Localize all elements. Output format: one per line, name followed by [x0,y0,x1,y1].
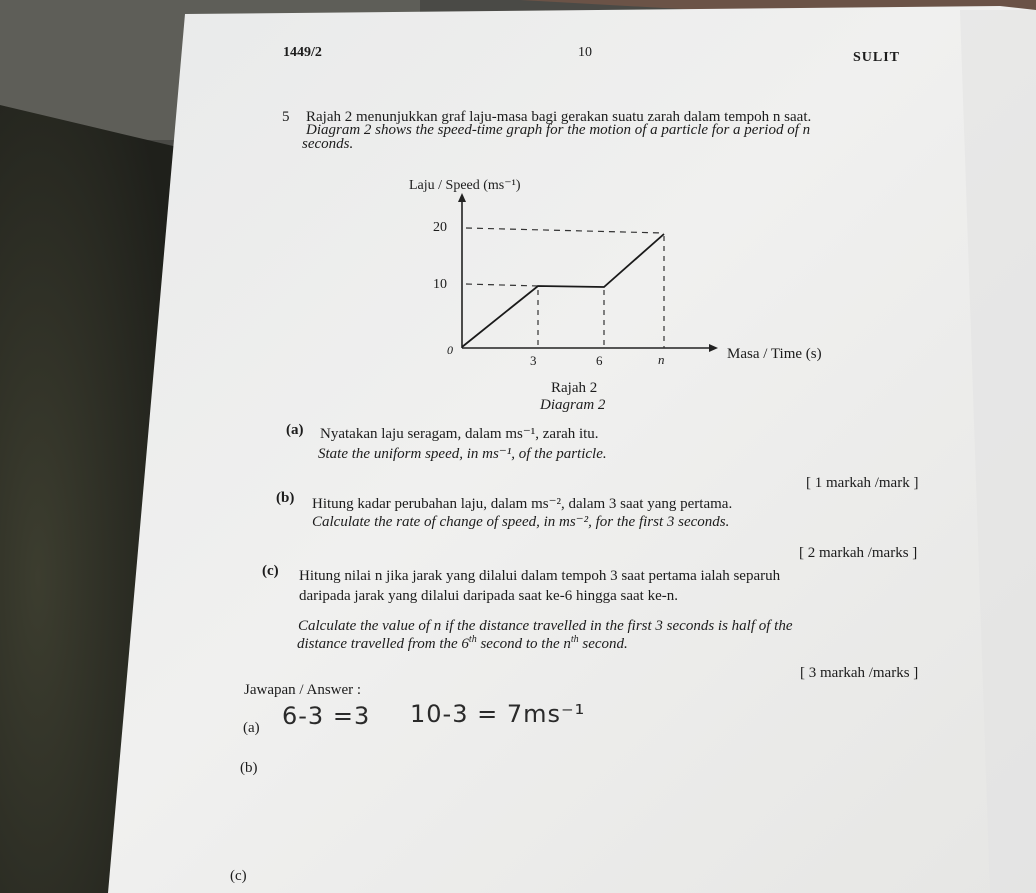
question-intro-en-cont: seconds. [302,136,354,152]
x-tick-n: n [658,352,665,367]
answer-b-label: (b) [240,760,258,776]
answer-c-label: (c) [230,868,247,884]
x-tick-3: 3 [530,353,537,368]
part-b-marks: [ 2 markah /marks ] [799,545,918,561]
part-b-label: (b) [276,490,295,506]
page-number: 10 [578,45,592,60]
diagram-caption-en: Diagram 2 [540,397,606,413]
x-tick-6: 6 [596,353,603,368]
part-a-text-ms: Nyatakan laju seragam, dalam ms⁻¹, zarah itu. [320,426,599,442]
part-c-text-en-1: Calculate the value of n if the distance travelled in the first 3 seconds is half of the [298,618,793,634]
part-b-text-ms: Hitung kadar perubahan laju, dalam ms⁻², dalam 3 saat yang pertama. [312,496,733,512]
origin-label: 0 [447,343,453,357]
answer-a-label: (a) [243,720,260,736]
part-c-marks: [ 3 markah /marks ] [800,665,919,681]
y-tick-20: 20 [433,220,447,235]
part-a-label: (a) [286,422,304,438]
y-axis-label: Laju / Speed (ms⁻¹) [409,178,521,193]
x-axis-label: Masa / Time (s) [727,346,822,362]
question-number: 5 [282,109,290,125]
answer-a-work-2: 10-3 = 7ms⁻¹ [410,700,586,728]
classification-label: SULIT [853,50,901,65]
question-intro-en: Diagram 2 shows the speed-time graph for the motion of a particle for a period of n [306,122,811,138]
diagram-caption-ms: Rajah 2 [551,380,598,396]
answer-a-work-1: 6-3 =3 [282,702,371,730]
part-c-text-en-2: distance travelled from the 6th second to the $n^{th}$ second. [297,634,628,652]
part-c-text-ms-2: daripada jarak yang dilalui daripada saat ke-6 hingga saat ke-n. [299,588,679,604]
y-tick-10: 10 [433,277,447,292]
part-a-marks: [ 1 markah /mark ] [806,475,919,491]
paper-code: 1449/2 [283,45,322,60]
part-c-label: (c) [262,563,279,579]
answer-heading: Jawapan / Answer : [244,682,362,698]
part-b-text-en: Calculate the rate of change of speed, in ms⁻², for the first 3 seconds. [312,514,730,530]
part-c-text-ms-1: Hitung nilai n jika jarak yang dilalui dalam tempoh 3 saat pertama ialah separuh [299,568,781,584]
part-a-text-en: State the uniform speed, in ms⁻¹, of the particle. [318,446,607,462]
question-intro-ms: Rajah 2 menunjukkan graf laju-masa bagi gerakan suatu zarah dalam tempoh n saat. [306,109,812,125]
